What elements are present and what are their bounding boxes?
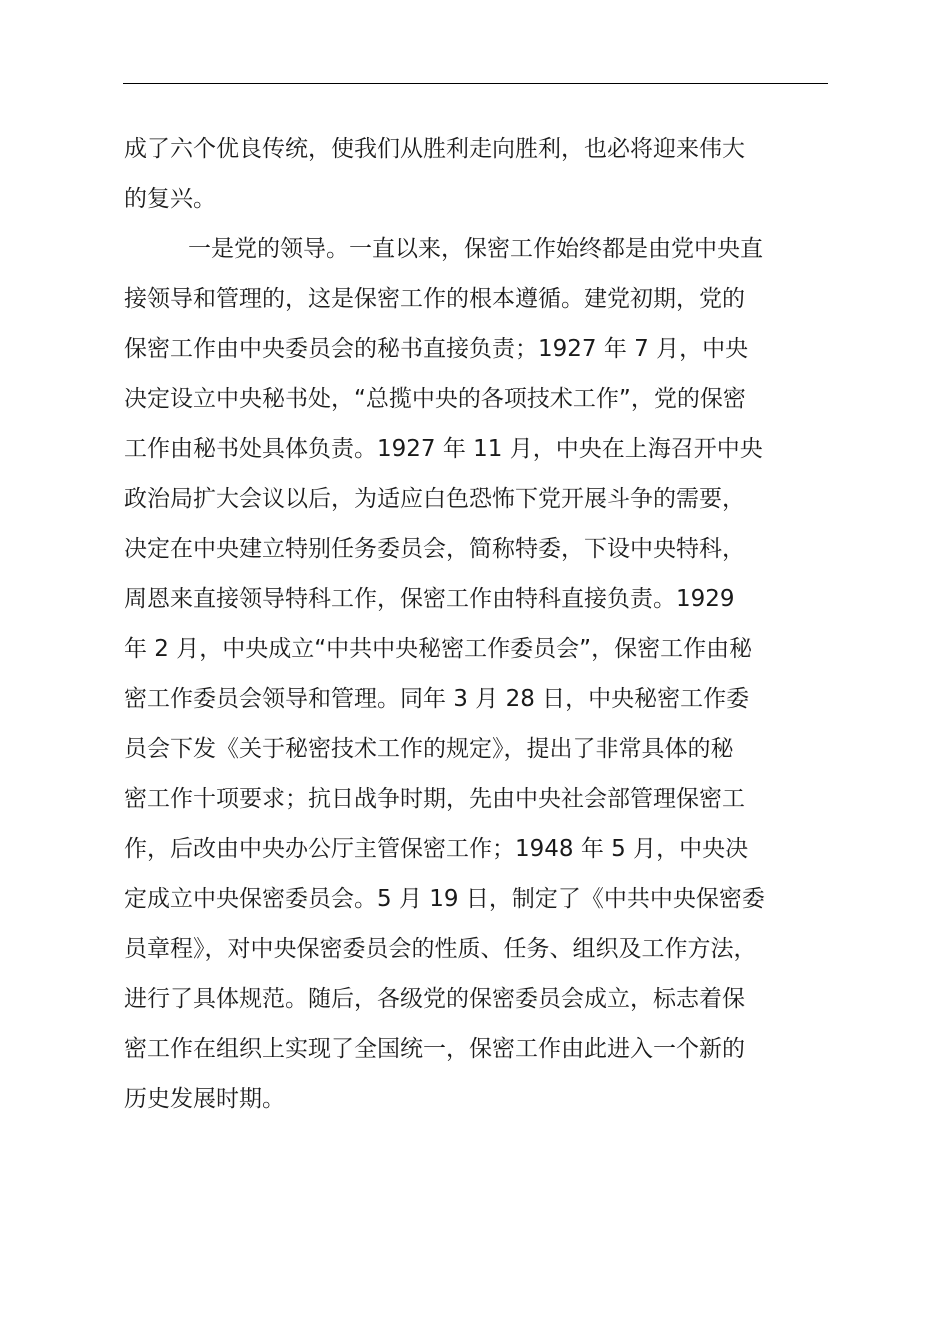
text-line: 的复兴。 bbox=[124, 186, 216, 212]
text-line: 员会下发《关于秘密技术工作的规定》，提出了非常具体的秘 bbox=[124, 736, 734, 762]
text-line: 工作由秘书处具体负责。1927 年 11 月，中央在上海召开中央 bbox=[124, 436, 763, 462]
text-line: 成了六个优良传统，使我们从胜利走向胜利，也必将迎来伟大 bbox=[124, 136, 745, 162]
text-line: 接领导和管理的，这是保密工作的根本遵循。建党初期，党的 bbox=[124, 286, 745, 312]
text-line: 员章程》，对中央保密委员会的性质、任务、组织及工作方法， bbox=[124, 936, 757, 962]
text-line: 决定设立中央秘书处，“总揽中央的各项技术工作”，党的保密 bbox=[124, 386, 746, 412]
text-line: 保密工作由中央委员会的秘书直接负责；1927 年 7 月，中央 bbox=[124, 336, 749, 362]
body-text bbox=[124, 124, 834, 1124]
text-line: 年 2 月，中央成立“中共中央秘密工作委员会”，保密工作由秘 bbox=[124, 636, 753, 662]
text-line: 进行了具体规范。随后，各级党的保密委员会成立，标志着保 bbox=[124, 986, 745, 1012]
text-line: 密工作委员会领导和管理。同年 3 月 28 日，中央秘密工作委 bbox=[124, 686, 750, 712]
text-line: 周恩来直接领导特科工作，保密工作由特科直接负责。1929 bbox=[124, 586, 735, 612]
text-line: 定成立中央保密委员会。5 月 19 日，制定了《中共中央保密委 bbox=[124, 886, 765, 912]
text-line: 密工作在组织上实现了全国统一，保密工作由此进入一个新的 bbox=[124, 1036, 745, 1062]
text-line: 决定在中央建立特别任务委员会，简称特委，下设中央特科， bbox=[124, 536, 745, 562]
text-line: 历史发展时期。 bbox=[124, 1086, 285, 1112]
text-line: 作，后改由中央办公厅主管保密工作；1948 年 5 月，中央决 bbox=[124, 836, 749, 862]
paragraph-start-line: 一是党的领导。一直以来，保密工作始终都是由党中央直 bbox=[188, 236, 763, 262]
text-line: 政治局扩大会议以后，为适应白色恐怖下党开展斗争的需要， bbox=[124, 486, 745, 512]
text-line: 密工作十项要求；抗日战争时期，先由中央社会部管理保密工 bbox=[124, 786, 745, 812]
header-rule bbox=[123, 83, 828, 84]
